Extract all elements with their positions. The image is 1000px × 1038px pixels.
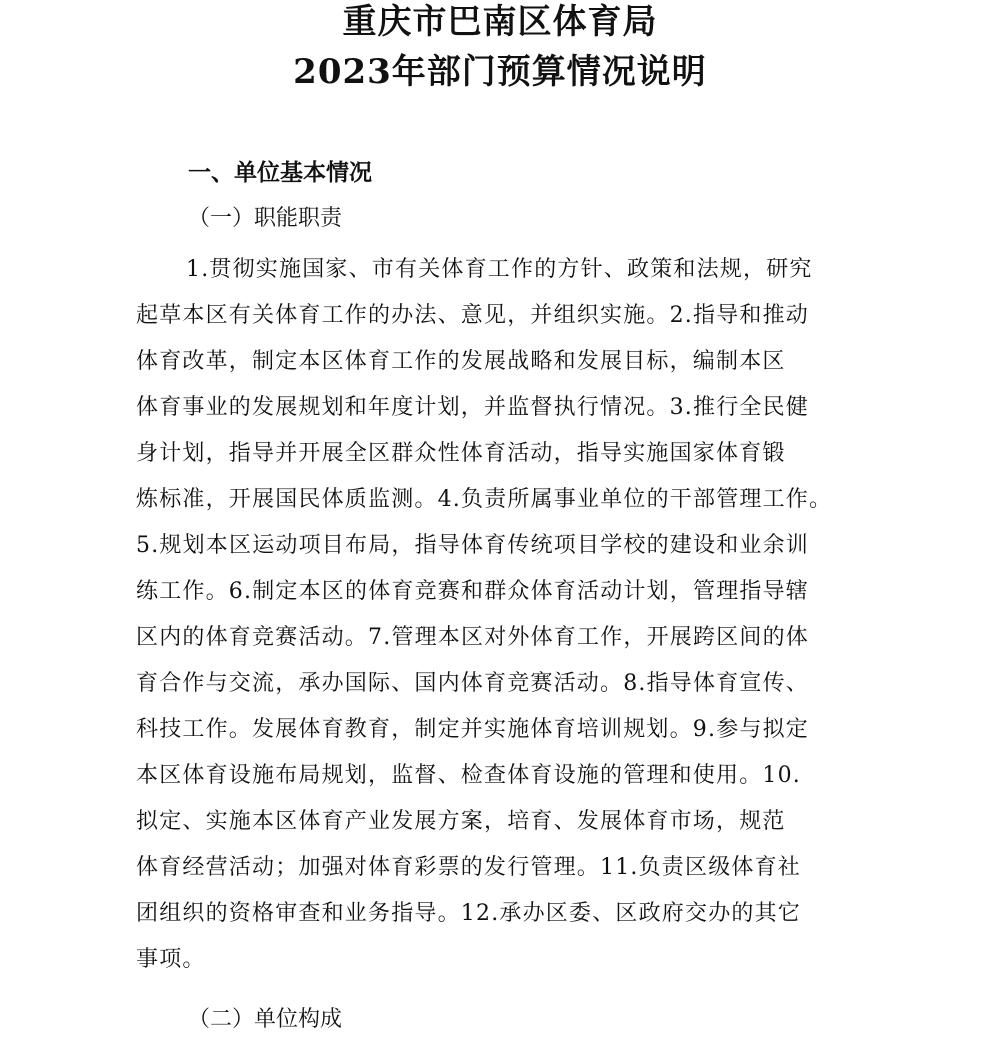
document-title-line-2: 2023年部门预算情况说明 xyxy=(293,52,707,92)
paragraph-line: 本区体育设施布局规划，监督、检查体育设施的管理和使用。10. xyxy=(136,763,801,788)
paragraph-line: 拟定、实施本区体育产业发展方案，培育、发展体育市场，规范 xyxy=(136,809,786,834)
paragraph-line: 事项。 xyxy=(136,947,206,972)
paragraph-line: 体育改革，制定本区体育工作的发展战略和发展目标，编制本区 xyxy=(136,349,786,374)
paragraph-line: 体育事业的发展规划和年度计划，并监督执行情况。3.推行全民健 xyxy=(136,395,809,420)
paragraph-line: 练工作。6.制定本区的体育竞赛和群众体育活动计划，管理指导辖 xyxy=(136,579,809,604)
paragraph-line: 炼标准，开展国民体质监测。4.负责所属事业单位的干部管理工作。 xyxy=(136,487,833,512)
paragraph-line: 科技工作。发展体育教育，制定并实施体育培训规划。9.参与拟定 xyxy=(136,717,809,742)
subsection-heading-duties: （一）职能职责 xyxy=(188,206,343,231)
subsection-heading-structure: （二）单位构成 xyxy=(188,1007,343,1032)
paragraph-line: 5.规划本区运动项目布局，指导体育传统项目学校的建设和业余训 xyxy=(136,533,809,558)
paragraph-line: 区内的体育竞赛活动。7.管理本区对外体育工作，开展跨区间的体 xyxy=(136,625,809,650)
paragraph-line: 1.贯彻实施国家、市有关体育工作的方针、政策和法规，研究 xyxy=(186,257,813,282)
document-title-line-1: 重庆市巴南区体育局 xyxy=(342,2,658,42)
paragraph-line: 育合作与交流，承办国际、国内体育竞赛活动。8.指导体育宣传、 xyxy=(136,671,809,696)
section-heading-basic-info: 一、单位基本情况 xyxy=(188,159,372,186)
paragraph-line: 身计划，指导并开展全区群众性体育活动，指导实施国家体育锻 xyxy=(136,441,786,466)
paragraph-line: 起草本区有关体育工作的办法、意见，并组织实施。2.指导和推动 xyxy=(136,303,809,328)
paragraph-line: 体育经营活动；加强对体育彩票的发行管理。11.负责区级体育社 xyxy=(136,855,801,880)
paragraph-line: 团组织的资格审查和业务指导。12.承办区委、区政府交办的其它 xyxy=(136,901,801,926)
